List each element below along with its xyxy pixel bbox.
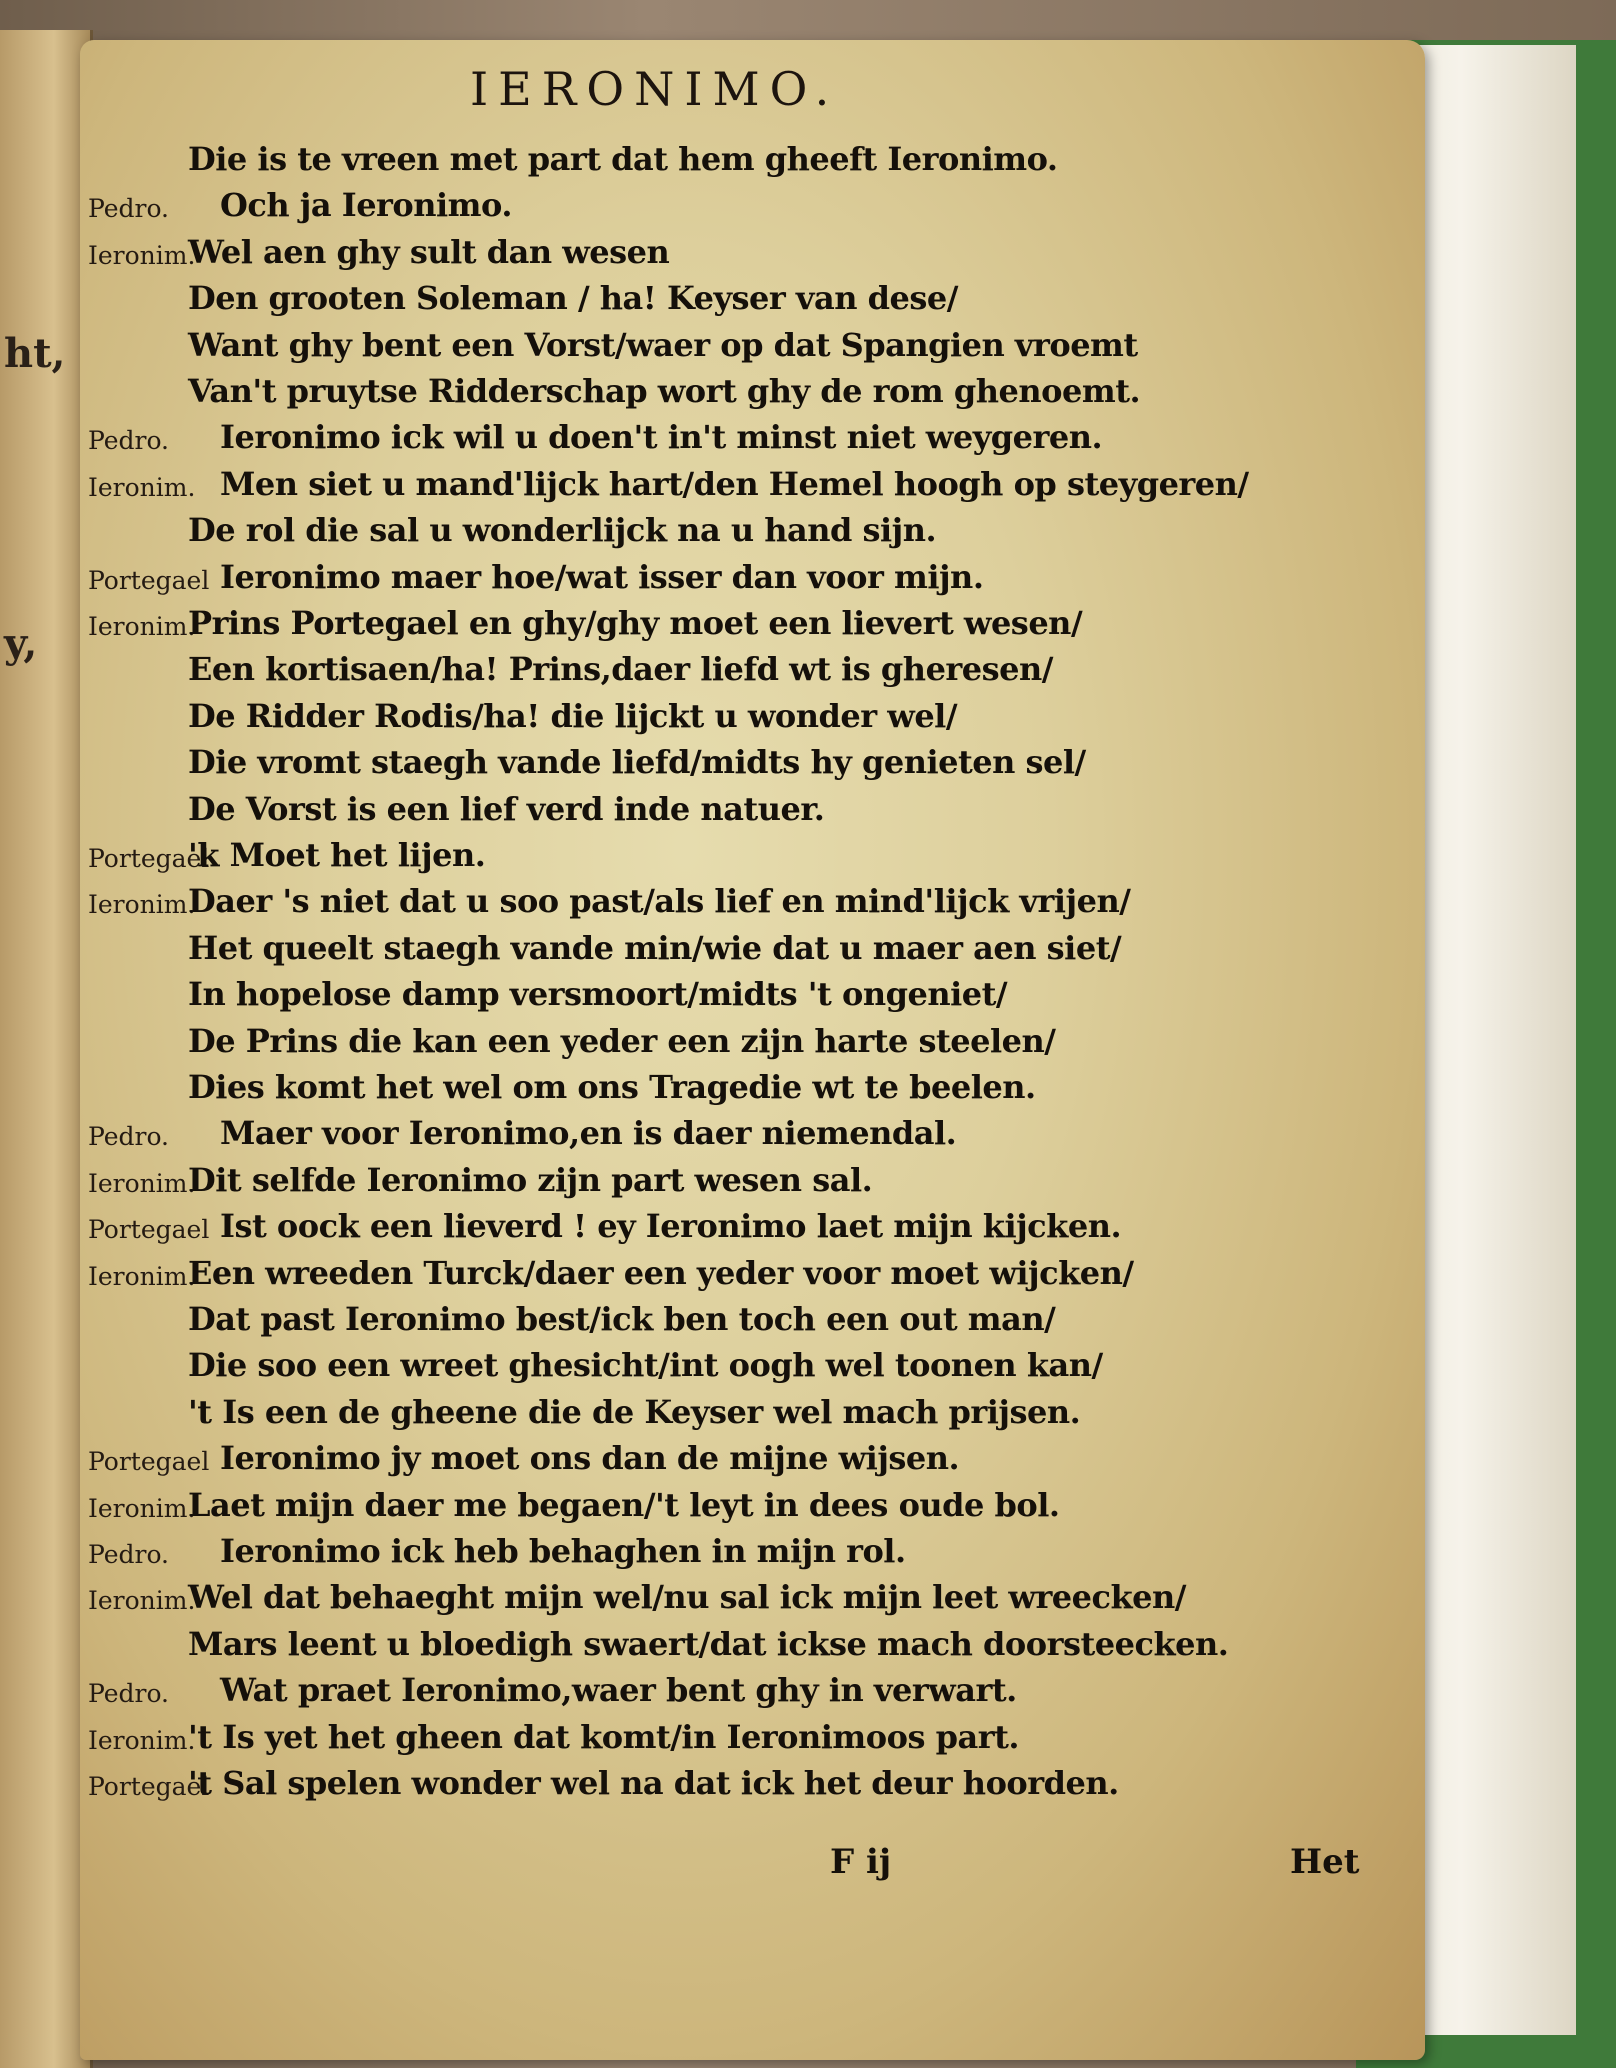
verse-row [80,233,1425,279]
verse-text: 't Sal spelen wonder wel na dat ick het deur hoorden. [188,1764,1119,1802]
verse-row [80,1022,1425,1068]
verse-text: Ieronimo maer hoe/wat isser dan voor mijn. [220,557,984,596]
speaker-label: Portegael [88,1772,210,1801]
speaker-label: Pedro. [88,1122,170,1152]
verse-row [80,418,1425,464]
verse-text: Een kortisaen/ha! Prins,daer liefd wt is gheresen/ [188,650,1053,689]
verse-row [80,836,1425,882]
verse-text: 't Is yet het gheen dat komt/in Ieronimoos part. [188,1717,1020,1756]
verse-row [80,1439,1425,1485]
speaker-label: Ieronim. [88,890,196,920]
verse-text: Ieronimo ick heb behaghen in mijn rol. [220,1532,906,1570]
verse-text: Wel dat behaeght mijn wel/nu sal ick mijn leet wreecken/ [188,1578,1186,1617]
verse-row [80,1161,1425,1207]
verse-row [80,1207,1425,1253]
verse-text: De Ridder Rodis/ha! die lijckt u wonder wel/ [188,696,958,735]
verse-row [80,1578,1425,1624]
verse-text: Laet mijn daer me begaen/'t leyt in dees oude bol. [188,1485,1060,1524]
speaker-label: Ieronim. [88,1168,196,1198]
verse-text: In hopelose damp versmoort/midts 't ongeniet/ [188,975,1008,1014]
verse-text: Och ja Ieronimo. [220,186,512,225]
speaker-label: Pedro. [88,426,170,456]
verse-row [80,1254,1425,1300]
verse-text: Wel aen ghy sult dan wesen [188,232,670,271]
left-page-fragment: y, [4,620,38,667]
verse-text: Dat past Ieronimo best/ick ben toch een out man/ [188,1300,1056,1338]
verse-row [80,790,1425,836]
speaker-label: Portegael [88,565,210,595]
book-page [80,40,1425,2060]
verse-row [80,882,1425,928]
verse-text: Maer voor Ieronimo,en is daer niemendal. [220,1114,957,1153]
speaker-label: Pedro. [88,1679,170,1709]
verse-row [80,1300,1425,1346]
verse-row [80,1068,1425,1114]
running-title: IERONIMO. [470,62,840,116]
verse-row [80,1114,1425,1160]
speaker-label: Ieronim. [88,1725,196,1755]
verse-row [80,975,1425,1021]
verse-text: Ieronimo jy moet ons dan de mijne wijsen. [220,1439,960,1478]
verse-text: Dit selfde Ieronimo zijn part wesen sal. [188,1160,873,1199]
verse-text: Het queelt staegh vande min/wie dat u maer aen siet/ [188,928,1122,967]
verse-row [80,279,1425,325]
left-page-fragment: ht, [4,330,66,377]
verse-text: Mars leent u bloedigh swaert/dat ickse mach doorsteecken. [188,1624,1229,1663]
verse-row [80,372,1425,418]
verse-text: Ist oock een lieverd ! ey Ieronimo laet mijn kijcken. [220,1207,1122,1246]
verse-text: Den grooten Soleman / ha! Keyser van dese/ [188,279,958,318]
verse-text: Ieronimo ick wil u doen't in't minst niet weygeren. [220,418,1103,457]
catchword: Het [1290,1842,1360,1882]
verse-text: Daer 's niet dat u soo past/als lief en mind'lijck vrijen/ [188,882,1131,921]
verse-row [80,743,1425,789]
verse-row [80,1764,1425,1810]
verse-text: Van't pruytse Ridderschap wort ghy de rom ghenoemt. [188,372,1141,410]
verse-row [80,465,1425,511]
speaker-label: Ieronim. [88,1261,196,1291]
verse-row [80,1346,1425,1392]
speaker-label: Ieronim. [88,612,196,641]
verse-row [80,511,1425,557]
verse-row [80,1486,1425,1532]
speaker-label: Ieronim. [88,240,196,270]
verse-row [80,604,1425,650]
verse-row [80,697,1425,743]
verse-row [80,186,1425,232]
verse-row [80,929,1425,975]
verse-row [80,326,1425,372]
speaker-label: Portegael [88,1447,210,1477]
verse-row [80,1671,1425,1717]
verse-text: Dies komt het wel om ons Tragedie wt te beelen. [188,1068,1036,1106]
verse-row [80,1532,1425,1578]
verse-row [80,650,1425,696]
speaker-label: Portegael [88,844,210,873]
verse-text: Die soo een wreet ghesicht/int oogh wel toonen kan/ [188,1346,1103,1385]
verse-text: De rol die sal u wonderlijck na u hand sijn. [188,511,937,550]
speaker-label: Ieronim. [88,1493,196,1523]
verse-text: De Vorst is een lief verd inde natuer. [188,789,825,828]
verse-row [80,1718,1425,1764]
verse-text: 't Is een de gheene die de Keyser wel mach prijsen. [188,1392,1081,1431]
signature-mark: F ij [830,1842,892,1882]
verse-row [80,558,1425,604]
verse-text: Wat praet Ieronimo,waer bent ghy in verwart. [220,1671,1017,1710]
verse-text: Men siet u mand'lijck hart/den Hemel hoogh op steygeren/ [220,464,1249,503]
speaker-label: Ieronim. [88,1586,196,1616]
speaker-label: Ieronim. [88,472,196,502]
verse-text: Die is te vreen met part dat hem gheeft Ieronimo. [188,140,1058,178]
verse-row [80,1393,1425,1439]
verse-text: Want ghy bent een Vorst/waer op dat Spangien vroemt [188,325,1138,364]
speaker-label: Portegael [88,1215,210,1245]
speaker-label: Pedro. [88,194,170,224]
verse-text: 'k Moet het lijen. [188,836,486,874]
verse-row [80,140,1425,186]
verse-row [80,1625,1425,1671]
verse-text: De Prins die kan een yeder een zijn harte steelen/ [188,1021,1056,1060]
verse-text: Een wreeden Turck/daer een yeder voor moet wijcken/ [188,1253,1134,1292]
speaker-label: Pedro. [88,1540,170,1569]
verse-text: Prins Portegael en ghy/ghy moet een lievert wesen/ [188,604,1083,642]
verse-text: Die vromt staegh vande liefd/midts hy genieten sel/ [188,743,1086,782]
